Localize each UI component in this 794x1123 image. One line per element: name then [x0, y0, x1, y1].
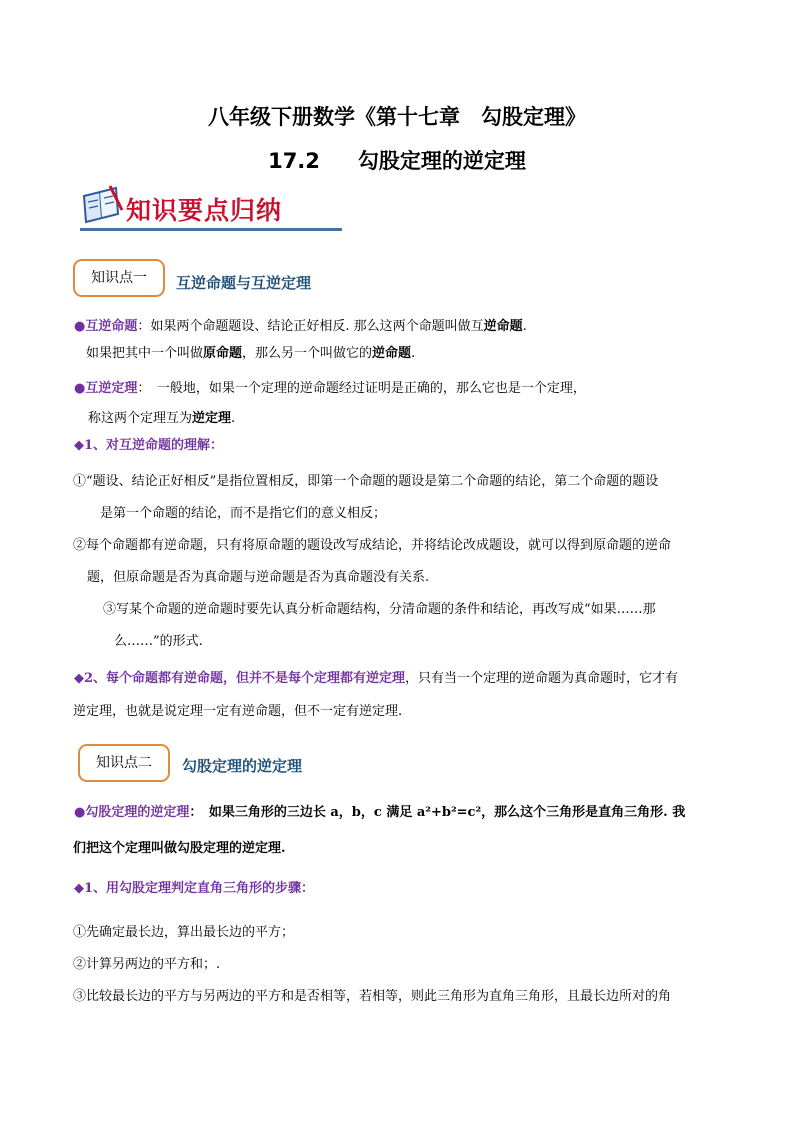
def-reciprocal-theorem-line2: 称这两个定理互为逆定理. — [88, 411, 236, 426]
kp1-point-1-line1: ①“题设、结论正好相反”是指位置相反，即第一个命题的题设是第二个命题的结论，第二个命题的题设 — [73, 474, 659, 489]
knowledge-point-2-title: 勾股定理的逆定理 — [182, 757, 303, 775]
def-reciprocal-theorem: ●互逆定理： 一般地，如果一个定理的逆命题经过证明是正确的，那么它也是一个定理， — [74, 381, 586, 396]
kp1-subheading-2-line2: 逆定理，也就是说定理一定有逆命题，但不一定有逆定理. — [73, 704, 403, 719]
def-reciprocal-proposition: ●互逆命题：如果两个命题题设、结论正好相反. 那么这两个命题叫做互逆命题. — [74, 319, 527, 334]
kp2-step-2: ②计算另两边的平方和；. — [73, 957, 221, 972]
kp1-subheading-1: ◆1、对互逆命题的理解： — [74, 438, 224, 453]
kp2-subheading-1: ◆1、用勾股定理判定直角三角形的步骤： — [74, 881, 315, 896]
kp1-point-2-line2: 题，但原命题是否为真命题与逆命题是否为真命题没有关系. — [87, 570, 430, 585]
banner-title: 知识要点归纳 — [126, 196, 283, 225]
knowledge-point-2-box: 知识点二 — [78, 744, 170, 782]
banner-divider — [80, 228, 342, 231]
kp1-subheading-2: ◆2、每个命题都有逆命题，但并不是每个定理都有逆定理，只有当一个定理的逆命题为真命题时，它才有 — [74, 671, 679, 686]
kp2-step-1: ①先确定最长边，算出最长边的平方； — [73, 925, 295, 940]
def-pythagorean-converse: ●勾股定理的逆定理： 如果三角形的三边长 a，b，c 满足 a²+b²=c²，那么这个三角形是直角三角形. 我 — [74, 805, 686, 820]
kp1-point-1-line2: 是第一个命题的结论，而不是指它们的意义相反； — [100, 506, 387, 521]
kp2-step-3: ③比较最长边的平方与另两边的平方和是否相等，若相等，则此三角形为直角三角形，且最长边所对的角 — [73, 989, 672, 1004]
knowledge-point-1-box: 知识点一 — [73, 259, 165, 297]
section-title — [0, 145, 794, 175]
section-name: 勾股定理的逆定理 — [357, 149, 526, 173]
knowledge-point-1-title: 互逆命题与互逆定理 — [176, 274, 312, 292]
knowledge-banner — [80, 184, 342, 234]
kp1-point-3-line2: 么……”的形式. — [114, 634, 203, 649]
kp1-point-2-line1: ②每个命题都有逆命题，只有将原命题的题设改写成结论，并将结论改成题设，就可以得到原命题的逆命 — [73, 538, 672, 553]
def-reciprocal-proposition-line2: 如果把其中一个叫做原命题，那么另一个叫做它的逆命题. — [86, 346, 416, 361]
def-pythagorean-converse-line2: 们把这个定理叫做勾股定理的逆定理. — [73, 841, 286, 856]
book-pen-icon — [80, 184, 124, 226]
kp1-point-3-line1: ③写某个命题的逆命题时要先认真分析命题结构，分清命题的条件和结论，再改写成“如果……那 — [103, 602, 656, 617]
document-title: 八年级下册数学《第十七章 勾股定理》 — [208, 105, 586, 129]
section-number: 17.2 — [268, 149, 320, 173]
